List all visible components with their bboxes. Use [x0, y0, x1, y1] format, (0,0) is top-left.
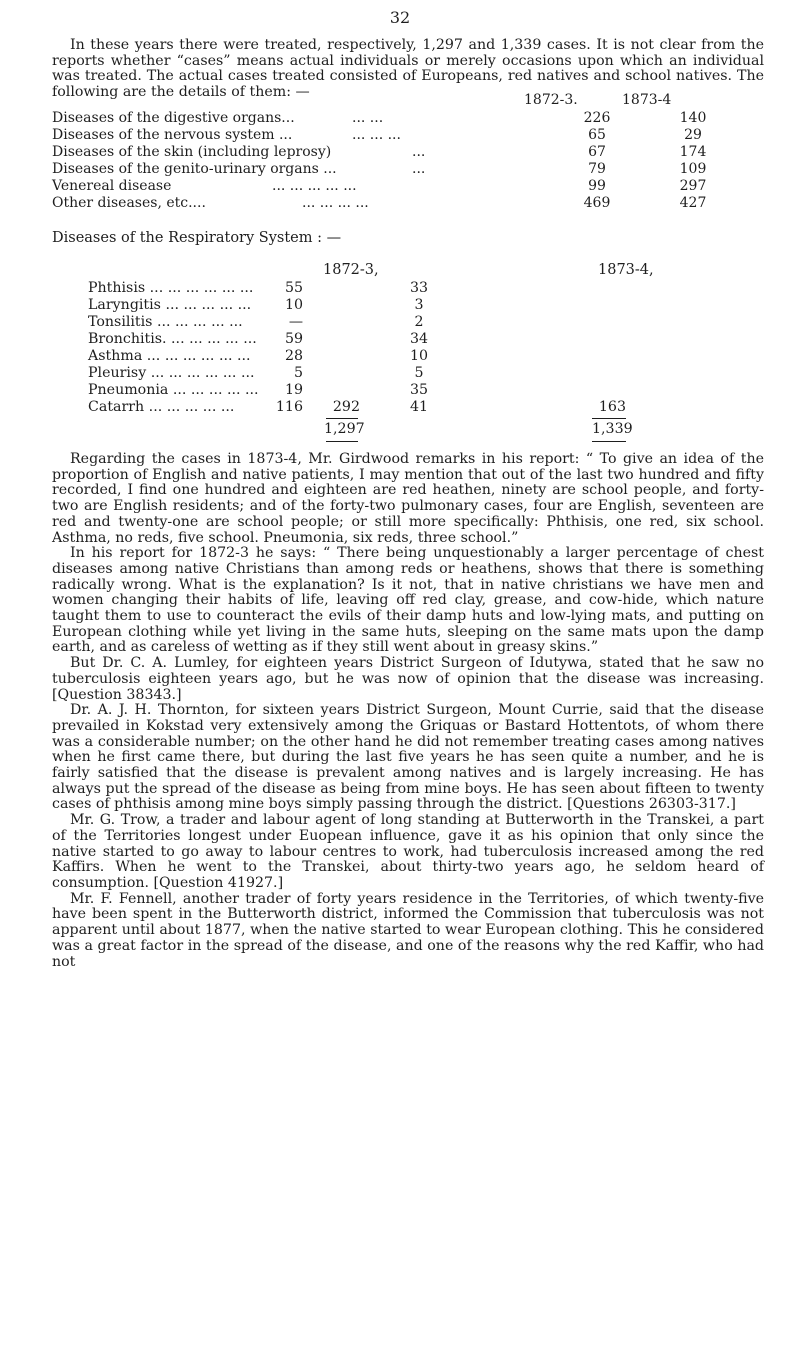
row-label: Diseases of the skin (including leprosy)	[52, 144, 332, 160]
value-1872: 116	[275, 399, 303, 415]
value-1873: 174	[679, 144, 707, 160]
value-1873: 297	[679, 178, 707, 194]
row-label: Asthma ... ... ... ... ... ...	[88, 348, 251, 364]
row-label: Tonsilitis ... ... ... ... ...	[88, 314, 243, 330]
value-1873: 109	[679, 161, 707, 177]
row-leader: ... ... ...	[352, 127, 401, 143]
total-rule	[326, 441, 358, 442]
row-label: Venereal disease	[52, 178, 172, 194]
total-1873: 1,339	[592, 421, 633, 437]
value-1873: 5	[414, 365, 424, 381]
paragraph: Mr. G. Trow, a trader and labour agent of long standing at Butterworth in the Transkei, a part of the Territories longest under Euopean influence, gave it as his opinion that only since the native started to go away to labour centres to work, had tuberculosis increased among the red Kaffirs. When he went to the Transkei, about thirty-two years ago, he seldom heard of consumption. [Question 41927.]	[52, 812, 764, 891]
table2-row	[88, 314, 788, 331]
row-label: Pleurisy ... ... ... ... ... ...	[88, 365, 255, 381]
paragraph: Dr. A. J. H. Thornton, for sixteen years District Surgeon, Mount Currie, said that the disease prevailed in Kokstad very extensively among the Griquas or Bastard Hottentots, of whom there was a considerable number; on the other hand he did not remember treating cases among natives when he first came there, but during the last five years he has seen quite a number, and he is fairly satisfied that the disease is prevalent among natives and is largely increasing. He has always put the spread of the disease as being from mine boys. He has seen about fifteen to twenty cases of phthisis among mine boys simply passing through the district. [Questions 26303-317.]	[52, 702, 764, 813]
value-1873: 10	[409, 348, 429, 364]
paragraph: Mr. F. Fennell, another trader of forty years residence in the Territories, of which twenty-five have been spent in the Butterworth district, informed the Commission that tuberculosis was not apparent until about 1877, when the native started to wear European clothing. This he considered was a great factor in the spread of the disease, and one of the reasons why the red Kaffir, who had not	[52, 890, 764, 970]
table2-row	[88, 280, 788, 297]
value-1873: 427	[679, 195, 707, 211]
table1-row	[52, 110, 764, 127]
value-1872: —	[288, 314, 303, 330]
page-number: 32	[389, 8, 411, 27]
value-1872: 55	[284, 280, 303, 296]
value-1873: 34	[409, 331, 429, 347]
row-label: Other diseases, etc....	[52, 195, 206, 211]
table2-header-1873: 1873-4,	[598, 262, 654, 278]
row-label: Phthisis ... ... ... ... ... ...	[88, 280, 254, 296]
table1-header-1872: 1872-3.	[524, 92, 578, 108]
table1-row	[52, 161, 764, 178]
value-1873: 35	[409, 382, 429, 398]
table2-row	[88, 297, 788, 314]
row-leader: ...	[412, 161, 426, 177]
table2-header-1872: 1872-3,	[323, 262, 379, 278]
value-1872: 5	[293, 365, 303, 381]
table2-row	[88, 399, 788, 416]
total-rule	[592, 441, 626, 442]
row-leader: ... ... ... ... ...	[272, 178, 357, 194]
value-1872: 67	[588, 144, 606, 160]
value-1872: 65	[588, 127, 606, 143]
value-1873: 2	[414, 314, 424, 330]
row-leader: ...	[412, 144, 426, 160]
total-1872: 1,297	[324, 421, 365, 437]
value-1873: 3	[414, 297, 424, 313]
table1-row	[52, 127, 764, 144]
value-1872: 10	[284, 297, 303, 313]
paragraph: But Dr. C. A. Lumley, for eighteen years District Surgeon of Idutywa, stated that he saw no tuberculosis eighteen years ago, but he was now of opinion that the disease was increasing. [Question 38343.]	[52, 655, 764, 703]
paragraph: In his report for 1872-3 he says: “ There being unquestionably a larger percentage of chest diseases among native Christians than among reds or heathens, shows that there is something radically wrong. What is the explanation? Is it not, that in native christians we have men and women changing their habits of life, leaving off red clay, grease, and cow-hide, which nature taught them to use to counteract the evils of their damp huts and low-lying mats, and putting on European clothing while yet living in the same huts, sleeping on the same mats upon the damp earth, and as careless of wetting as if they still went about in greasy skins.”	[52, 545, 764, 656]
value-1872: 469	[583, 195, 611, 211]
subtotal-1872: 292	[332, 399, 360, 415]
table1-header-1873: 1873-4	[622, 92, 672, 108]
paragraph: Regarding the cases in 1873-4, Mr. Girdwood remarks in his report: “ To give an idea of the proportion of English and native patients, I may mention that out of the last two hundred and fifty recorded, I find one hundred and eighteen are red heathen, ninety are school people, and forty-two are English residents; and of the forty-two pulmonary cases, four are English, seventeen are red and twenty-one are school people; or still more specifically: Phthisis, one red, six school. Asthma, no reds, five school. Pneumonia, six reds, three school.”	[52, 451, 764, 546]
value-1872: 226	[583, 110, 611, 126]
body-text	[52, 452, 764, 970]
table1-row	[52, 144, 764, 161]
total-rule	[326, 418, 358, 419]
row-label: Pneumonia ... ... ... ... ...	[88, 382, 259, 398]
value-1872: 79	[588, 161, 606, 177]
subtotal-1873: 163	[598, 399, 626, 415]
total-rule	[592, 418, 626, 419]
table1-row	[52, 195, 764, 212]
value-1872: 28	[284, 348, 303, 364]
value-1873: 140	[679, 110, 707, 126]
table2-row	[88, 382, 788, 399]
row-label: Laryngitis ... ... ... ... ...	[88, 297, 252, 313]
table2-row	[88, 331, 788, 348]
row-leader: ... ...	[352, 110, 384, 126]
table2-row	[88, 365, 788, 382]
intro-paragraph: In these years there were treated, respectively, 1,297 and 1,339 cases. It is not clear from the reports whether “cases” means actual individuals or merely occasions upon which an individual was treated. The actual cases treated consisted of Europeans, red natives and school natives. The following are the details of them: —	[52, 37, 764, 100]
table2-row	[88, 348, 788, 365]
respiratory-heading: Diseases of the Respiratory System : —	[52, 230, 342, 246]
row-label: Diseases of the nervous system ...	[52, 127, 293, 143]
row-label: Diseases of the genito-urinary organs ...	[52, 161, 337, 177]
row-label: Bronchitis. ... ... ... ... ...	[88, 331, 257, 347]
value-1872: 99	[588, 178, 606, 194]
row-label: Diseases of the digestive organs...	[52, 110, 295, 126]
table1-row	[52, 178, 764, 195]
value-1873: 41	[409, 399, 429, 415]
row-leader: ... ... ... ...	[302, 195, 369, 211]
value-1872: 19	[284, 382, 303, 398]
value-1872: 59	[284, 331, 303, 347]
value-1873: 29	[684, 127, 702, 143]
value-1873: 33	[409, 280, 429, 296]
row-label: Catarrh ... ... ... ... ...	[88, 399, 235, 415]
